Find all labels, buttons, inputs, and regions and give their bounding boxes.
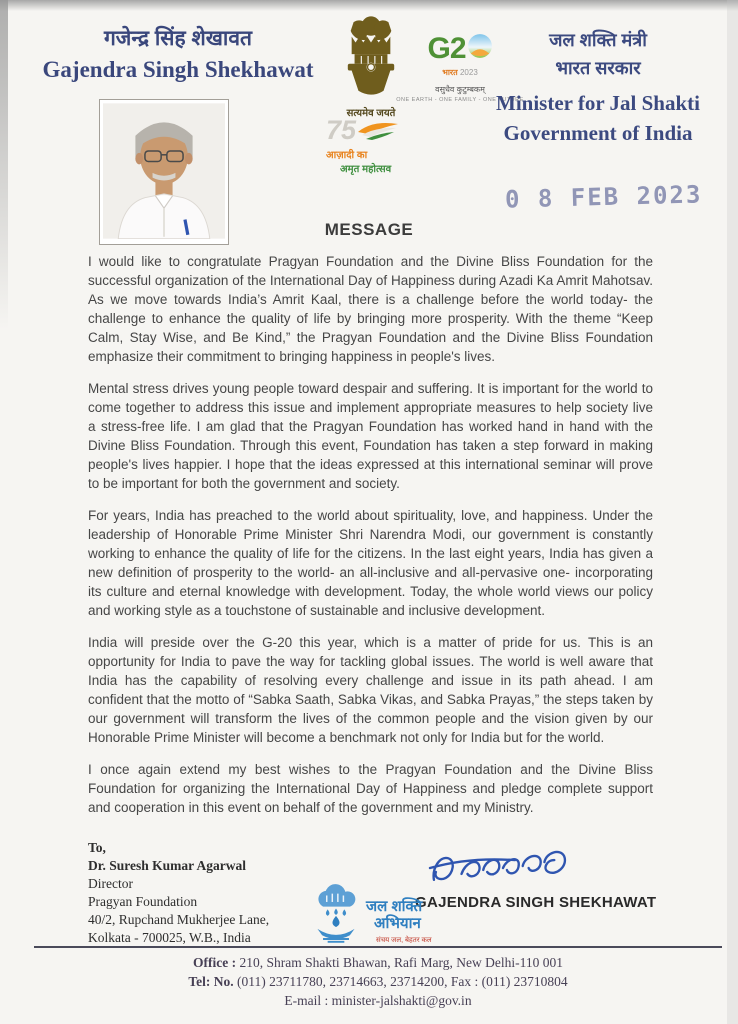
jal-logo-line1: जल शक्ति xyxy=(366,898,423,915)
office-value: 210, Shram Shakti Bhawan, Rafi Marg, New Delhi-110 001 xyxy=(236,955,564,970)
g20-tagline-hindi: वसुधैव कुटुम्बकम् xyxy=(435,85,485,94)
minister-name-english: Gajendra Singh Shekhawat xyxy=(42,57,314,82)
signatory-name: GAJENDRA SINGH SHEKHAWAT xyxy=(415,894,657,911)
jal-logo-tagline: संचय जल, बेहतर कल xyxy=(376,937,432,944)
azadi-75: 75 xyxy=(326,115,357,145)
tel-label: Tel: No. xyxy=(188,974,234,989)
footer-contact-block xyxy=(34,946,722,1010)
tel-value: (011) 23711780, 23714663, 23714200, Fax : (011) 23710804 xyxy=(233,974,568,989)
paragraph-3: For years, India has preached to the world about spirituality, love, and happiness. Under the leadership of Honorable Prime Minister Shri Narendra Modi, our government is constantly working to enhance the quality of life for the citizens. In the last eight years, India has given a new definition of prosperity to the world- an all-inclusive and all-pervasive one- incorporating its culture and eternal knowledge with development. Today, the whole world views our policy and working style as a touchstone of sustainable and inclusive development. xyxy=(88,508,653,618)
footer-tel-line xyxy=(34,972,722,991)
office-label: Office : xyxy=(192,955,237,970)
recipient-organization: Pragyan Foundation xyxy=(88,894,198,909)
paragraph-5: I once again extend my best wishes to the Pragyan Foundation and the Divine Bliss Foundation for organizing the International Day of Happiness and pledge complete support and cooperation in this event on behalf of the government and my Ministry. xyxy=(88,762,653,815)
signature-ink xyxy=(428,846,576,897)
azadi-line2: अमृत महोत्सव xyxy=(340,164,392,175)
emblem-motto: सत्यमेव जयते xyxy=(346,108,396,119)
jal-logo-line2: अभियान xyxy=(374,915,421,932)
recipient-block xyxy=(88,839,269,947)
paragraph-1: I would like to congratulate Pragyan Foundation and the Divine Bliss Foundation for the successful organization of the International Day of Happiness during Azadi Ka Amrit Mahotsav. As we move towards India’s Amrit Kaal, there is a challenge before the world today- the challenge to enhance the quality of life by bringing more prosperity. With the theme “Keep Calm, Stay Wise, and Be Kind,” the Pragyan Foundation and the Divine Bliss Foundation emphasize their commitment to bringing happiness in people's lives. xyxy=(88,254,653,364)
date-stamp: 0 8 FEB 2023 xyxy=(504,180,703,214)
g20-year: 2023 xyxy=(459,68,478,77)
minister-name-hindi: गजेन्द्र सिंह शेखावत xyxy=(103,27,253,50)
recipient-name: Dr. Suresh Kumar Agarwal xyxy=(88,858,247,873)
footer-office-line xyxy=(34,953,722,972)
recipient-designation: Director xyxy=(88,876,133,891)
jal-shakti-abhiyan-icon xyxy=(311,884,361,949)
jal-shakti-abhiyan-logo xyxy=(311,884,432,949)
g20-tagline-english: ONE EARTH - ONE FAMILY - ONE FUTURE xyxy=(396,97,524,103)
paragraph-4: India will preside over the G-20 this year, which is a matter of pride for us. This is an opportunity for India to pave the way for tackling global issues. The world is well aware that India has the capability of resolving every challenge and issue in its path ahead. I am confident that the motto of “Sabka Saath, Sabka Vikas, and Sabka Prayas,” the steps taken by our government will transform the lives of the common people and the vision given by our Honorable Prime Minister will become a benchmark not only for India but for the world. xyxy=(88,635,653,745)
minister-name-block xyxy=(30,24,326,83)
email-label: E-mail : xyxy=(284,993,329,1008)
letter-title: MESSAGE xyxy=(324,220,414,239)
g20-bharat-text: भारत xyxy=(442,68,458,77)
email-value: minister-jalshakti@gov.in xyxy=(328,993,472,1008)
recipient-salutation: To, xyxy=(88,840,106,855)
g20-letters: G2 xyxy=(427,32,466,65)
azadi-flag-bird-icon xyxy=(356,118,400,145)
azadi-amrit-mahotsav-logo xyxy=(326,115,456,175)
footer-email-line xyxy=(34,991,722,1010)
office-title-block xyxy=(476,28,720,146)
letter-body xyxy=(88,252,653,830)
recipient-address-line2: Kolkata - 700025, W.B., India xyxy=(88,930,251,945)
office-english-line2: Government of India xyxy=(503,121,693,145)
office-hindi-line1: जल शक्ति मंत्री xyxy=(549,30,647,50)
azadi-line1: आज़ादी का xyxy=(326,150,368,161)
recipient-address-line1: 40/2, Rupchand Mukherjee Lane, xyxy=(88,912,270,927)
paragraph-2: Mental stress drives young people toward despair and suffering. It is important for the world to come together to address this issue and implement appropriate measures to help society live a stress-free life. I am glad that the Pragyan Foundation has worked hand in hand with the Divine Bliss Foundation. Through this event, Foundation has taken a step forward in making people's lives happier. I hope that the ideas expressed at this international seminar will prove to be important for both the government and society. xyxy=(88,381,653,491)
office-hindi-line2: भारत सरकार xyxy=(555,58,641,78)
office-english-line1: Minister for Jal Shakti xyxy=(496,91,700,115)
scan-edge-top xyxy=(0,0,738,11)
scan-edge-left xyxy=(0,0,8,330)
scan-edge-right xyxy=(727,0,738,1024)
ashoka-emblem-icon xyxy=(342,86,400,103)
